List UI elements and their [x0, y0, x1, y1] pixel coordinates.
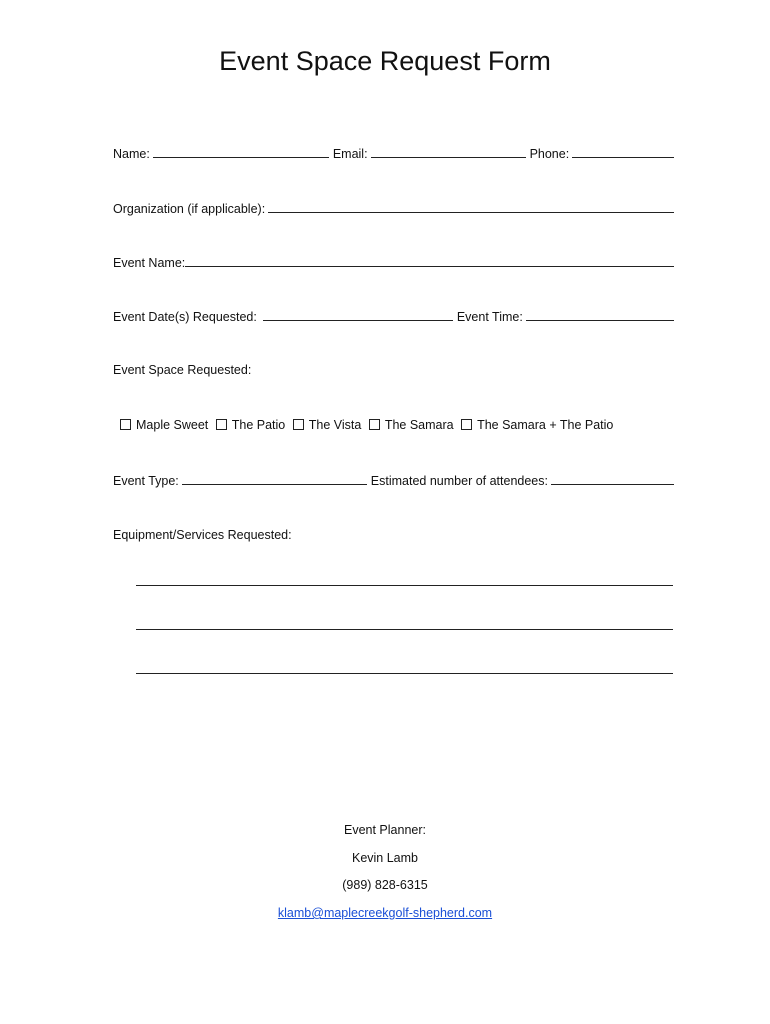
- equipment-row: [113, 528, 678, 542]
- event-time-label: Event Time:: [456, 310, 523, 324]
- email-label: Email:: [332, 147, 368, 161]
- option-the-patio[interactable]: The Patio: [216, 418, 286, 432]
- event-type-field[interactable]: [182, 484, 367, 485]
- organization-field[interactable]: [268, 212, 674, 213]
- equipment-line-2[interactable]: [136, 629, 673, 630]
- planner-name: Kevin Lamb: [351, 851, 418, 865]
- attendees-label: Estimated number of attendees:: [370, 474, 548, 488]
- event-type-label: Event Type:: [113, 474, 179, 488]
- checkbox-icon[interactable]: [216, 419, 227, 430]
- checkbox-icon[interactable]: [461, 419, 472, 430]
- email-field[interactable]: [371, 157, 526, 158]
- space-options: [120, 418, 617, 432]
- event-name-row: [113, 256, 678, 270]
- event-time-field[interactable]: [526, 320, 674, 321]
- checkbox-icon[interactable]: [120, 419, 131, 430]
- contact-row: [113, 147, 678, 161]
- equipment-line-3[interactable]: [136, 673, 673, 674]
- planner-role: Event Planner:: [344, 823, 426, 837]
- event-space-label: Event Space Requested:: [113, 363, 252, 377]
- name-field[interactable]: [153, 157, 329, 158]
- organization-row: [113, 202, 678, 216]
- organization-label: Organization (if applicable):: [113, 202, 266, 216]
- checkbox-icon[interactable]: [293, 419, 304, 430]
- planner-email-row: [0, 906, 770, 920]
- option-the-vista[interactable]: The Vista: [293, 418, 362, 432]
- planner-phone: (989) 828-6315: [342, 878, 428, 892]
- event-date-time-row: [113, 310, 678, 324]
- event-name-label: Event Name:: [113, 256, 186, 270]
- event-space-row: [113, 363, 678, 377]
- planner-email-link[interactable]: klamb@maplecreekgolf-shepherd.com: [277, 906, 493, 920]
- event-name-field[interactable]: [185, 266, 674, 267]
- phone-field[interactable]: [572, 157, 674, 158]
- form-title: Event Space Request Form: [219, 46, 551, 76]
- equipment-label: Equipment/Services Requested:: [113, 528, 292, 542]
- option-maple-sweet[interactable]: Maple Sweet: [120, 418, 208, 432]
- event-type-row: [113, 474, 678, 488]
- phone-label: Phone:: [529, 147, 570, 161]
- equipment-line-1[interactable]: [136, 585, 673, 586]
- checkbox-icon[interactable]: [369, 419, 380, 430]
- option-samara-patio[interactable]: The Samara + The Patio: [461, 418, 613, 432]
- name-label: Name:: [113, 147, 150, 161]
- attendees-field[interactable]: [551, 484, 674, 485]
- event-dates-field[interactable]: [263, 320, 453, 321]
- event-dates-label: Event Date(s) Requested:: [113, 310, 257, 324]
- option-the-samara[interactable]: The Samara: [369, 418, 454, 432]
